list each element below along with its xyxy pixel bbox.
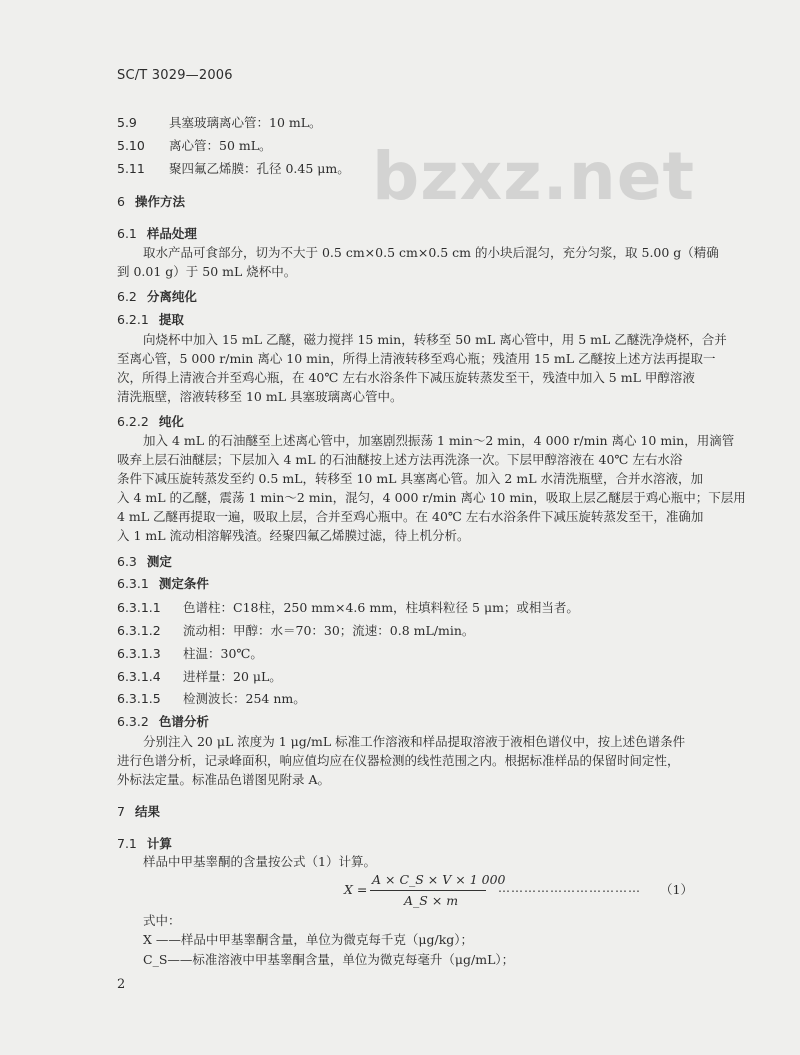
paragraph-line: 入 1 mL 流动相溶解残渣。经聚四氟乙烯膜过滤，待上机分析。 — [117, 528, 470, 543]
section-number: 6 — [117, 194, 125, 209]
formula-denominator: A_S × m — [404, 893, 459, 908]
leader-dots: …………………………… — [498, 881, 641, 895]
paragraph-line: 次，所得上清液合并至鸡心瓶，在 40℃ 左右水浴条件下减压旋转蒸发至干，残渣中加入 5 mL 甲醇溶液 — [117, 370, 695, 385]
section-number: 7.1 — [117, 836, 137, 851]
condition-item — [117, 621, 474, 639]
fraction-bar — [370, 890, 486, 891]
item-number: 6.3.1.3 — [117, 646, 161, 661]
section-title: 样品处理 — [146, 226, 197, 241]
paragraph-line: 加入 4 mL 的石油醚至上述离心管中，加塞剧烈振荡 1 min～2 min，4 000 r/min 离心 10 min，用滴管 — [143, 433, 735, 448]
watermark: bzxz.net — [372, 138, 696, 215]
section-number: 6.2 — [117, 289, 137, 304]
variable-definition: X ——样品中甲基睾酮含量，单位为微克每千克（μg/kg）； — [143, 932, 474, 947]
item-5-11 — [117, 159, 350, 177]
condition-item — [117, 667, 282, 685]
section-6-3-2-heading — [117, 712, 209, 730]
section-7-heading — [117, 802, 160, 820]
condition-item — [117, 644, 263, 662]
variable-definition: C_S——标准溶液中甲基睾酮含量，单位为微克每毫升（μg/mL）； — [143, 952, 515, 967]
item-number: 6.3.1.2 — [117, 623, 161, 638]
paragraph-line: 入 4 mL 的乙醚，震荡 1 min～2 min，混匀，4 000 r/min 离心 10 min，吸取上层乙醚层于鸡心瓶中；下层用 — [117, 490, 746, 505]
item-text: 离心管：50 mL。 — [169, 138, 272, 153]
section-number: 6.2.2 — [117, 414, 149, 429]
item-number: 5.9 — [117, 115, 137, 130]
paragraph-line: 条件下减压旋转蒸发至约 0.5 mL，转移至 10 mL 具塞离心管。加入 2 mL 水清洗瓶壁，合并水溶液，加 — [117, 471, 703, 486]
section-6-3-heading — [117, 552, 172, 570]
section-number: 6.3.1 — [117, 576, 149, 591]
item-text: 色谱柱：C18柱，250 mm×4.6 mm，柱填料粒径 5 μm；或相当者。 — [183, 600, 579, 615]
paragraph-line: 至离心管，5 000 r/min 离心 10 min，所得上清液转移至鸡心瓶；残渣用 15 mL 乙醚按上述方法再提取一 — [117, 351, 716, 366]
section-title: 计算 — [146, 836, 172, 851]
item-text: 具塞玻璃离心管：10 mL。 — [169, 115, 322, 130]
item-text: 检测波长：254 nm。 — [183, 691, 306, 706]
section-number: 7 — [117, 804, 125, 819]
item-5-10 — [117, 136, 272, 154]
formula-lhs: X = — [344, 882, 368, 897]
item-text: 流动相：甲醇：水＝70：30；流速：0.8 mL/min。 — [183, 623, 475, 638]
standard-code-header: SC/T 3029—2006 — [117, 68, 233, 83]
item-number: 6.3.1.4 — [117, 669, 161, 684]
paragraph-line: 外标法定量。标准品色谱图见附录 A。 — [117, 772, 331, 787]
item-5-9 — [117, 113, 322, 131]
paragraph-line: 到 0.01 g）于 50 mL 烧杯中。 — [117, 264, 297, 279]
section-6-3-1-heading — [117, 574, 209, 592]
item-number: 5.11 — [117, 161, 145, 176]
section-number: 6.3 — [117, 554, 137, 569]
section-6-1-heading — [117, 224, 197, 242]
condition-item — [117, 689, 306, 707]
section-number: 6.3.2 — [117, 714, 149, 729]
section-title: 提取 — [158, 312, 184, 327]
formula-intro: 样品中甲基睾酮的含量按公式（1）计算。 — [143, 854, 376, 869]
condition-item — [117, 598, 579, 616]
section-6-2-heading — [117, 287, 197, 305]
where-label: 式中： — [143, 913, 181, 928]
formula-numerator: A × C_S × V × 1 000 — [372, 872, 506, 887]
paragraph-line: 清洗瓶壁，溶液转移至 10 mL 具塞玻璃离心管中。 — [117, 389, 403, 404]
section-title: 测定 — [146, 554, 172, 569]
item-text: 聚四氟乙烯膜：孔径 0.45 μm。 — [169, 161, 350, 176]
item-text: 进样量：20 μL。 — [183, 669, 282, 684]
paragraph-line: 向烧杯中加入 15 mL 乙醚，磁力搅拌 15 min，转移至 50 mL 离心管中，用 5 mL 乙醚洗净烧杯，合并 — [143, 332, 727, 347]
paragraph-line: 进行色谱分析，记录峰面积，响应值均应在仪器检测的线性范围之内。根据标准样品的保留时间定性， — [117, 753, 680, 768]
section-number: 6.1 — [117, 226, 137, 241]
section-title: 结果 — [134, 804, 160, 819]
paragraph-line: 取水产品可食部分，切为不大于 0.5 cm×0.5 cm×0.5 cm 的小块后混匀，充分匀浆，取 5.00 g（精确 — [143, 245, 719, 260]
page-number: 2 — [117, 977, 126, 992]
paragraph-line: 4 mL 乙醚再提取一遍，吸取上层，合并至鸡心瓶中。在 40℃ 左右水浴条件下减压旋转蒸发至干，准确加 — [117, 509, 704, 524]
section-title: 测定条件 — [158, 576, 209, 591]
section-number: 6.2.1 — [117, 312, 149, 327]
section-title: 分离纯化 — [146, 289, 197, 304]
item-text: 柱温：30℃。 — [183, 646, 263, 661]
item-number: 5.10 — [117, 138, 145, 153]
section-title: 色谱分析 — [158, 714, 209, 729]
paragraph-line: 吸弃上层石油醚层；下层加入 4 mL 的石油醚按上述方法再洗涤一次。下层甲醇溶液在 40℃ 左右水浴 — [117, 452, 683, 467]
item-number: 6.3.1.1 — [117, 600, 161, 615]
section-title: 操作方法 — [134, 194, 185, 209]
equation-number: （1） — [660, 882, 693, 897]
section-6-heading — [117, 192, 185, 210]
section-7-1-heading — [117, 834, 172, 852]
section-6-2-2-heading — [117, 412, 184, 430]
paragraph-line: 分别注入 20 μL 浓度为 1 μg/mL 标准工作溶液和样品提取溶液于液相色谱仪中，按上述色谱条件 — [143, 734, 686, 749]
section-title: 纯化 — [158, 414, 184, 429]
item-number: 6.3.1.5 — [117, 691, 161, 706]
section-6-2-1-heading — [117, 310, 184, 328]
